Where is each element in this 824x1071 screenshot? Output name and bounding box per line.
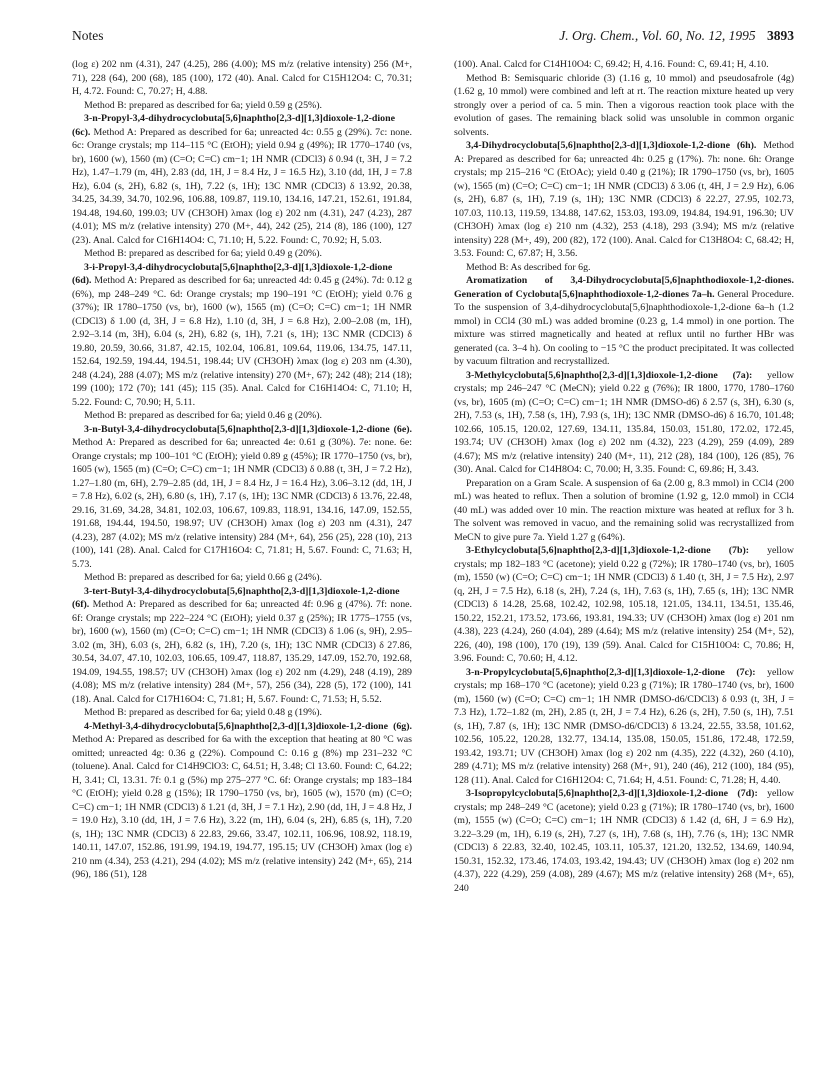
journal-citation — [559, 28, 794, 44]
compound-entry — [72, 720, 412, 882]
paragraph — [454, 72, 794, 140]
paragraph-continued — [454, 58, 794, 72]
left-column — [72, 58, 412, 1064]
running-header — [72, 28, 794, 50]
paragraph-text: yellow crystals; mp 182–183 °C (acetone); yield 0.22 g (72%); IR 1780–1740 (vs, br), 1605 (m), 1550 (w) (C=O; C=C) cm−1; 1H NMR (CDCl3) δ 1.40 (t, 3H, J = 7.5 Hz), 2.97 (q, 2H, J = 7.5 Hz), 6.18 (s, 2H), 7.24 (s, 1H), 7.63 (s, 1H), 7.65 (s, 1H); 13C NMR (CDCl3) δ 14.28, 25.68, 102.42, 102.98, 105.18, 121.05, 134.11, 134.51, 135.46, 150.22, 152.21, 173.52, 173.66, 193.81, 194.33; UV (CH3OH) λmax (log ε) 201 nm (4.38), 223 (4.24), 260 (4.04), 289 (4.64); MS m/z (relative intensity) 254 (M+, 52), 226, (40), 198 (100), 170 (19), 139 (59). Anal. Calcd for C15H10O4: C, 70.86; H, 3.96. Found: C, 70.60; H, 4.12. — [454, 545, 794, 664]
section-label: Notes — [72, 28, 104, 43]
journal-name: J. Org. Chem., — [559, 28, 639, 43]
compound-entry — [72, 261, 412, 410]
paragraph-text: General Procedure. To the suspension of 3,4-dihydrocyclobuta[5,6]naphthodioxole-1,2-dione 6a–h (1.2 mmol) in CCl4 (30 mL) was added bromine (0.23 g, 1.4 mmol) in one portion. The mixture was stirred magnetically and heated at reflux until no further HBr was generated (ca. 3–4 h). On cooling to −15 °C the product precipitated. It was collected by vacuum filtration and recrystallized. — [454, 288, 794, 367]
compound-entry — [454, 369, 794, 477]
compound-heading: 3-tert-Butyl-3,4-dihydrocyclobuta[5,6]naphtho[2,3-d][1,3]dioxole-1,2-dione (6f). — [72, 585, 400, 610]
paragraph-text: Method B: prepared as described for 6a; yield 0.48 g (19%). — [84, 707, 323, 718]
compound-heading: 3-i-Propyl-3,4-dihydrocyclobuta[5,6]naphtho[2,3-d][1,3]dioxole-1,2-dione (6d). — [72, 261, 393, 286]
page-number: 3893 — [767, 28, 794, 43]
compound-entry — [72, 585, 412, 707]
paragraph-text: Method A: Prepared as described for 6a; unreacted 4f: 0.96 g (47%). 7f: none. 6f: Orange crystals; mp 222–224 °C (EtOH); yield 0.37 g (25%); IR 1775–1755 (vs, br), 1600 (w), 1560 (m) (C=O; C=C) cm−1; 1H NMR (CDCl3) δ 1.06 (s, 9H), 2.95–3.02 (m, 3H), 6.03 (s, 2H), 6.82 (s, 1H), 7.20 (s, 1H); 13C NMR (CDCl3) δ 27.86, 30.54, 34.07, 47.10, 102.03, 106.65, 109.47, 118.87, 135.29, 147.09, 152.70, 192.68, 194.09, 194.55, 198.57; UV (CH3OH) λmax (log ε) 202 nm (4.29), 248 (4.19), 289 (4.08); MS m/z (relative intensity) 284 (M+, 57), 256 (34), 228 (5), 172 (100), 141 (18). Anal. Calcd for C17H16O4: C, 71.81; H, 5.67. Found: C, 71.53; H, 5.52. — [72, 599, 412, 705]
compound-heading: 4-Methyl-3,4-dihydrocyclobuta[5,6]naphtho[2,3-d][1,3]dioxole-1,2-dione (6g). — [84, 720, 412, 732]
compound-heading: 3-Isopropylcyclobuta[5,6]naphtho[2,3-d][1,3]dioxole-1,2-dione (7d): — [466, 788, 758, 799]
paragraph-text: Method A: Prepared as described for 6a; unreacted 4h: 0.25 g (17%). 7h: none. 6h: Orange crystals; mp 215–216 °C (EtOAc); yield 0.40 g (21%); IR 1790–1750 (vs, br), 1605 (w), 1565 (m) (C=O; C=C) cm−1; 1H NMR (CDCl3) δ 3.06 (t, 4H, J = 2.9 Hz), 6.06 (s, 2H), 6.87 (s, 1H), 7.19 (s, 1H); 13C NMR (CDCl3) δ 22.27, 27.95, 102.73, 107.03, 110.13, 119.59, 134.88, 147.62, 153.03, 193.09, 194.84, 194.91, 196.30; UV (CH3OH) λmax (log ε) 210 nm (4.32), 253 (4.18), 293 (3.94); MS m/z (relative intensity) 228 (M+, 49), 200 (82), 172 (100). Anal. Calcd for C13H8O4: C, 68.42; H, 3.53. Found: C, 67.87; H, 3.56. — [454, 140, 794, 259]
paragraph-text: (log ε) 202 nm (4.31), 247 (4.25), 286 (4.00); MS m/z (relative intensity) 256 (M+, 71), 228 (64), 200 (68), 185 (100), 172 (40). Anal. Calcd for C15H12O4: C, 70.31; H, 4.72. Found: C, 70.27; H, 4.88. — [72, 59, 412, 97]
paragraph-text: Method B: As described for 6g. — [466, 261, 591, 273]
paragraph-text: Method A: Prepared as described for 6a; unreacted 4d: 0.45 g (24%). 7d: 0.12 g (6%), mp 248–249 °C. 6d: Orange crystals; mp 190–191 °C (EtOH); yield 0.76 g (37%); IR 1780–1750 (vs, br), 1600 (w), 1565 (m) (C=O; C=C) cm−1; 1H NMR (CDCl3) δ 1.00 (d, 3H, J = 6.8 Hz), 1.10 (d, 3H, J = 6.8 Hz), 2.00–2.08 (m, 1H), 2.92–3.14 (m, 3H), 6.04 (s, 2H), 6.82 (s, 1H), 7.21 (s, 1H); 13C NMR (CDCl3) δ 19.80, 20.59, 30.66, 31.87, 42.15, 102.04, 106.81, 109.64, 119.06, 134.75, 147.11, 152.64, 192.59, 194.44, 194.51, 198.44; UV (CH3OH) λmax (log ε) 203 nm (4.30), 248 (4.24), 288 (4.07); MS m/z (relative intensity) 270 (M+, 67); 242 (48); 214 (18); 199 (100); 172 (70); 141 (45); 115 (35). Anal. Calcd for C16H14O4: C, 71.10; H, 5.22. Found: C, 70.90; H, 5.11. — [72, 275, 412, 408]
compound-entry — [72, 423, 412, 572]
paragraph-text: yellow crystals; mp 248–249 °C (acetone); yield 0.23 g (71%); IR 1780–1740 (vs, br), 1600 (m), 1555 (w) (C=O; C=C) cm−1; 1H NMR (CDCl3) δ 1.42 (d, 6H, J = 6.9 Hz), 3.22–3.29 (m, 1H), 6.19 (s, 2H), 7.27 (s, 1H), 7.68 (s, 1H), 7.76 (s, 1H); 13C NMR (CDCl3) δ 22.83, 32.40, 102.45, 103.11, 105.37, 121.20, 132.52, 134.69, 140.94, 150.31, 152.32, 173.46, 174.03, 193.42, 194.43; UV (CH3OH) λmax (log ε) 202 nm (4.37), 222 (4.29), 259 (4.08), 289 (4.67); MS m/z (relative intensity) 268 (M+, 65), 240 — [454, 788, 794, 894]
paragraph-text: Method A: Prepared as described for 6a with the exception that heating at 80 °C was omitted; unreacted 4g: 0.36 g (22%). Compound C: 0.16 g (8%) mp 231–232 °C (toluene). Anal. Calcd for C14H9ClO3: C, 64.51; H, 3.48; Cl 13.60. Found: C, 64.22; H, 3.41; Cl, 13.31. 7f: 0.1 g (5%) mp 275–277 °C. 6f: Orange crystals; mp 183–184 °C (EtOH); yield 0.28 g (15%); IR 1790–1750 (vs, br), 1605 (w), 1570 (m) (C=O; C=C) cm−1; 1H NMR (CDCl3) δ 1.21 (d, 3H, J = 7.1 Hz), 2.90 (dd, 1H, J = 4.8 Hz, J = 19.0 Hz), 3.10 (dd, 1H, J = 7.6 Hz), 3.22 (m, 1H), 6.04 (s, 2H), 6.85 (s, 1H), 7.20 (s, 1H); 13C NMR (CDCl3) δ 22.83, 29.66, 33.47, 102.11, 106.96, 108.92, 118.19, 140.11, 147.07, 152.86, 191.99, 194.19, 194.77, 195.15; UV (CH3OH) λmax (log ε) 210 nm (4.34), 253 (4.21), 294 (4.02); MS m/z (relative intensity) 242 (M+, 65), 214 (96), 186 (51), 128 — [72, 734, 412, 880]
right-column — [454, 58, 794, 1064]
paragraph — [454, 261, 794, 275]
paragraph — [72, 571, 412, 585]
paragraph — [72, 706, 412, 720]
compound-entry — [454, 666, 794, 788]
compound-entry — [454, 139, 794, 261]
compound-entry — [72, 112, 412, 247]
paragraph — [72, 99, 412, 113]
paragraph — [72, 247, 412, 261]
paragraph-text: yellow crystals; mp 168–170 °C (acetone); yield 0.23 g (71%); IR 1780–1740 (vs, br), 1600 (m), 1560 (w) (C=O; C=C) cm−1; 1H NMR (DMSO-d6/CDCl3) δ 0.93 (t, 3H, J = 7.3 Hz), 1.72–1.82 (m, 2H), 2.85 (t, 2H, J = 7.4 Hz), 6.26 (s, 2H), 7.50 (s, 1H), 7.51 (s, 1H), 7.87 (s, 1H); 13C NMR (DMSO-d6/CDCl3) δ 13.24, 22.55, 33.58, 101.62, 102.56, 105.22, 120.28, 132.77, 134.14, 135.08, 150.05, 151.86, 172.48, 172.59, 193.42, 193.71; UV (CH3OH) λmax (log ε) 202 nm (4.35), 222 (4.32), 260 (4.10), 289 (4.71); MS m/z (relative intensity) 268 (M+, 91), 240 (46), 212 (100), 184 (95), 128 (11). Anal. Calcd for C16H12O4: C, 71.64; H, 4.51. Found: C, 71.28; H, 4.40. — [454, 666, 794, 786]
compound-heading: 3,4-Dihydrocyclobuta[5,6]naphtho[2,3-d][1,3]dioxole-1,2-dione (6h). — [466, 140, 757, 151]
compound-entry — [454, 787, 794, 895]
paragraph-text: Method B: prepared as described for 6a; yield 0.46 g (20%). — [84, 410, 323, 421]
paragraph — [72, 409, 412, 423]
paragraph-text: Method B: prepared as described for 6a; yield 0.49 g (20%). — [84, 248, 323, 259]
paragraph-text: Method A: Prepared as described for 6a; unreacted 4c: 0.55 g (29%). 7c: none. 6c: Orange crystals; mp 114–115 °C (EtOH); yield 0.94 g (49%); IR 1770–1740 (vs, br), 1600 (w), 1560 (m) (C=O; C=C) cm−1; 1H NMR (CDCl3) δ 0.94 (t, 3H, J = 7.2 Hz), 1.47–1.79 (m, 4H), 2.83 (dd, 1H, J = 8.4 Hz, J = 16.5 Hz), 3.10 (dd, 1H, J = 7.8 Hz), 6.04 (s, 2H), 6.82 (s, 1H), 7.22 (s, 1H); 13C NMR (CDCl3) δ 13.92, 20.38, 34.25, 34.39, 34.70, 102.96, 106.88, 109.87, 119.10, 134.16, 147.21, 152.61, 191.84, 194.48, 194.60, 199.03; UV (CH3OH) λmax (log ε) 202 nm (4.31), 247 (4.23), 287 (4.01); MS m/z (relative intensity) 270 (M+, 44), 242 (25), 214 (8), 186 (100), 127 (23). Anal. Calcd for C16H14O4: C, 71.10; H, 5.22. Found: C, 70.92; H, 5.03. — [72, 126, 412, 246]
paragraph-text: Method B: prepared as described for 6a; yield 0.66 g (24%). — [84, 572, 323, 583]
paragraph-text: Preparation on a Gram Scale. A suspension of 6a (2.00 g, 8.3 mmol) in CCl4 (200 mL) was heated to reflux. Then a solution of bromine (1.92 g, 12.0 mmol) in CCl4 (40 mL) was added over 10 min. The reaction mixture was heated at reflux for 3 h. The solvent was removed in vacuo, and the remaining solid was recrystallized from MeCN to give pure 7a. Yield 1.27 g (64%). — [454, 477, 794, 543]
paragraph-text: Method A: Prepared as described for 6a; unreacted 4e: 0.61 g (30%). 7e: none. 6e: Orange crystals; mp 100–101 °C (EtOH); yield 0.89 g (45%); IR 1770–1750 (vs, br), 1605 (w), 1565 (m) (C=O; C=C) cm−1; 1H NMR (CDCl3) δ 0.88 (t, 3H, J = 7.2 Hz), 1.27–1.80 (m, 6H), 2.79–2.85 (dd, 1H, J = 8.4 Hz, J = 16.4 Hz), 3.06–3.12 (dd, 1H, J = 7.8 Hz), 6.02 (s, 2H), 6.80 (s, 1H), 7.17 (s, 1H); 13C NMR (CDCl3) δ 13.76, 22.48, 29.16, 31.69, 34.28, 34.81, 102.03, 106.67, 109.83, 118.91, 134.16, 147.09, 152.55, 191.68, 194.44, 194.50, 198.97; UV (CH3OH) λmax (log ε) 203 nm (4.31), 247 (4.23), 287 (4.02); MS m/z (relative intensity) 284 (M+, 64), 256 (25), 228 (10), 213 (100), 141 (28). Anal. Calcd for C17H16O4: C, 71.81; H, 5.67. Found: C, 71.63; H, 5.73. — [72, 437, 412, 570]
compound-entry — [454, 274, 794, 369]
compound-heading: Aromatization of 3,4-Dihydrocyclobuta[5,6]naphthodioxole-1,2-diones. Generation of Cyclobuta[5,6]naphthodioxole-1,2-diones 7a–h. — [454, 275, 794, 300]
compound-heading: 3-n-Propylcyclobuta[5,6]naphtho[2,3-d][1,3]dioxole-1,2-dione (7c): — [466, 666, 756, 678]
paragraph-continued — [72, 58, 412, 99]
paragraph — [454, 477, 794, 545]
compound-heading: 3-n-Butyl-3,4-dihydrocyclobuta[5,6]naphtho[2,3-d][1,3]dioxole-1,2-dione (6e). — [84, 423, 412, 435]
compound-heading: 3-Methylcyclobuta[5,6]naphtho[2,3-d][1,3]dioxole-1,2-dione (7a): — [466, 369, 753, 381]
compound-entry — [454, 544, 794, 666]
paragraph-text: yellow crystals; mp 246–247 °C (MeCN); yield 0.22 g (76%); IR 1800, 1770, 1780–1760 (vs, br), 1605 (m) (C=O; C=C) cm−1; 1H NMR (DMSO-d6) δ 2.57 (s, 3H), 6.30 (s, 2H), 7.53 (s, 1H), 7.58 (s, 1H), 7.93 (s, 1H); 13C NMR (DMSO-d6) δ 16.70, 101.48; 102.66, 105.15, 120.02, 127.69, 134.11, 135.84, 150.03, 151.80, 172.02, 172.45, 193.74; UV (CH3OH) λmax (log ε) 202 nm (4.32), 223 (4.29), 259 (4.09), 289 (4.67); MS m/z (relative intensity) 240 (M+, 11), 212 (28), 184 (100), 126 (85), 76 (30). Anal. Calcd for C14H8O4: C, 70.00; H, 3.35. Found: C, 69.86; H, 3.43. — [454, 369, 794, 475]
paragraph-text: Method B: prepared as described for 6a; yield 0.59 g (25%). — [84, 99, 323, 111]
journal-volume: Vol. 60, No. 12, 1995 — [641, 28, 756, 43]
compound-heading: 3-n-Propyl-3,4-dihydrocyclobuta[5,6]naphtho[2,3-d][1,3]dioxole-1,2-dione (6c). — [72, 113, 395, 138]
compound-heading: 3-Ethylcyclobuta[5,6]naphtho[2,3-d][1,3]dioxole-1,2-dione (7b): — [466, 545, 750, 556]
paragraph-text: Method B: Semisquaric chloride (3) (1.16 g, 10 mmol) and pseudosafrole (4g) (1.62 g, 10 mmol) were combined and left at rt. The reaction mixture heated up very strongly over a period of ca. 5 min. Then a vigorous reaction took place with the evolution of gases. The remaining black solid was unsoluble in common organic solvents. — [454, 72, 794, 138]
paragraph-text: (100). Anal. Calcd for C14H10O4: C, 69.42; H, 4.16. Found: C, 69.41; H, 4.10. — [454, 59, 769, 70]
